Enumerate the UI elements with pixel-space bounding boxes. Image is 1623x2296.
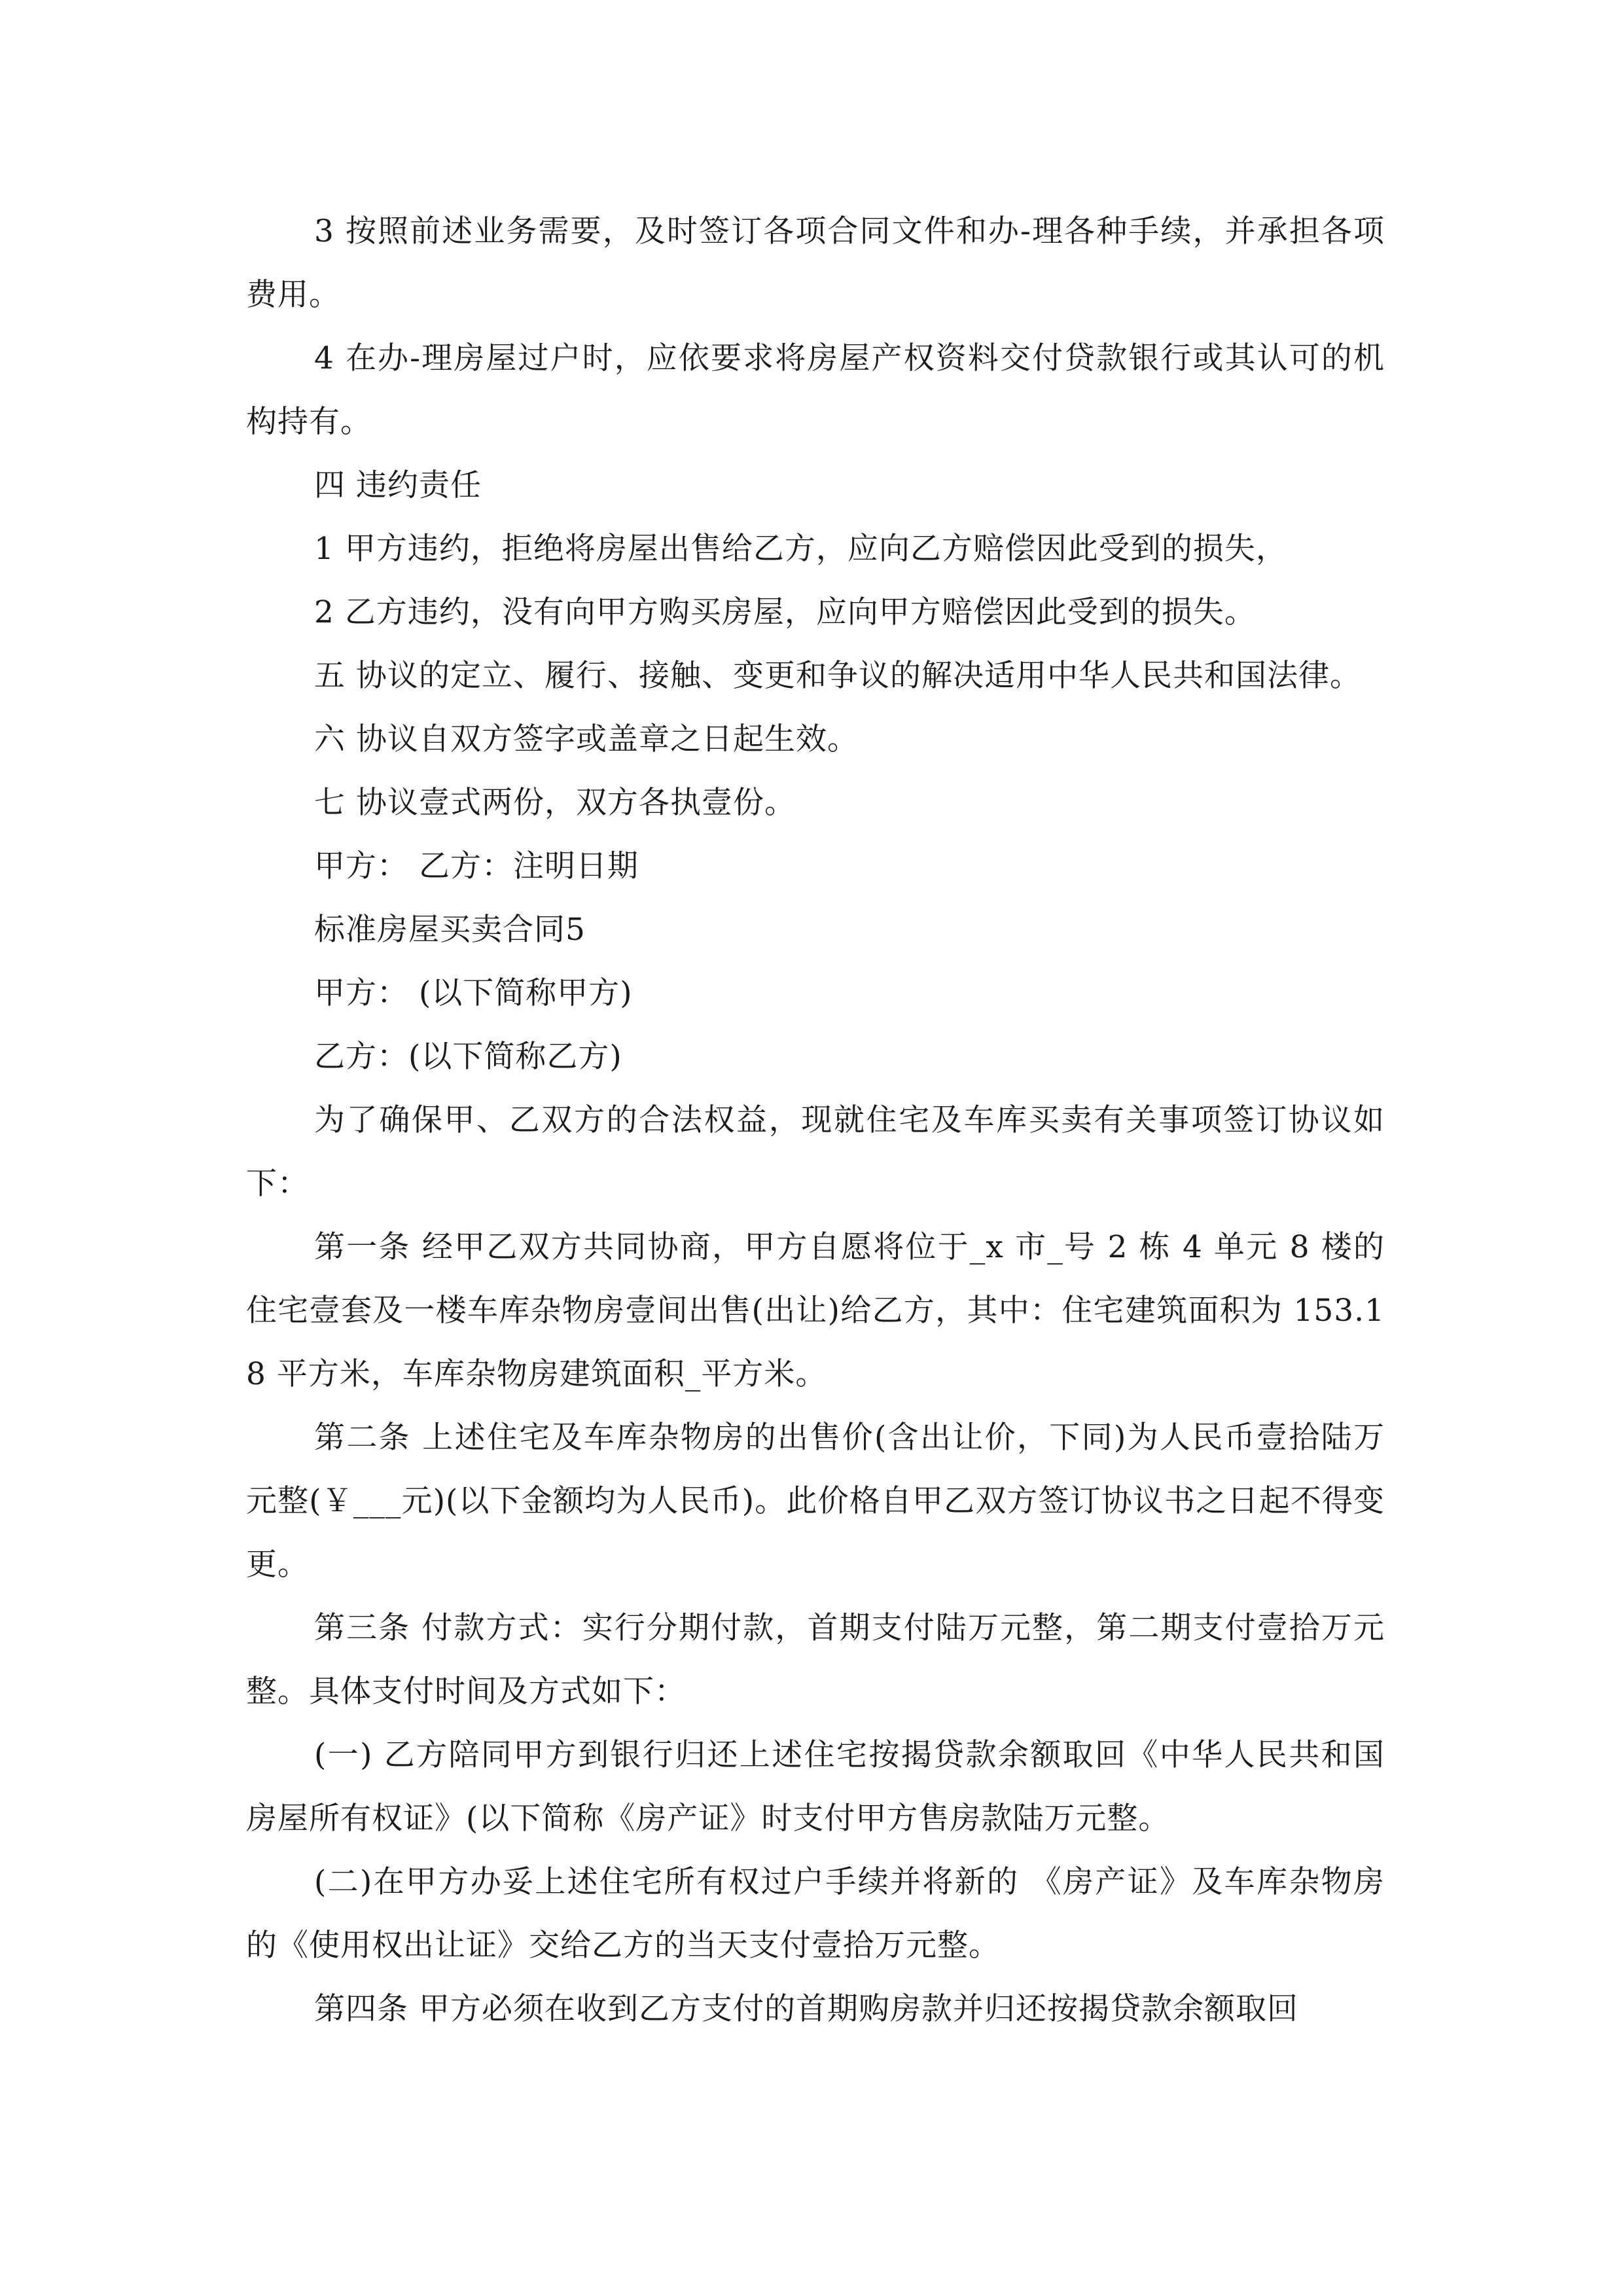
paragraph-obligation-4: 4 在办-理房屋过户时，应依要求将房屋产权资料交付贷款银行或其认可的机构持有。 (246, 340, 1385, 440)
party-a-line: 甲方： (以下简称甲方) (314, 975, 633, 1011)
paragraph-obligation-3: 3 按照前述业务需要，及时签订各项合同文件和办-理各种手续，并承担各项费用。 (246, 213, 1385, 313)
paragraph-breach-1: 1 甲方违约，拒绝将房屋出售给乙方，应向乙方赔偿因此受到的损失， (314, 531, 1287, 567)
article-3-item-1: (一) 乙方陪同甲方到银行归还上述住宅按揭贷款余额取回《中华人民共和国房屋所有权证》(以下简称《房产证》时支付甲方售房款陆万元整。 (246, 1737, 1385, 1837)
article-1: 第一条 经甲乙双方共同协商，甲方自愿将位于_x 市_号 2 栋 4 单元 8 楼的住宅壹套及一楼车库杂物房壹间出售(出让)给乙方，其中：住宅建筑面积为 153.18 平方米，车库杂物房建筑面积_平方米。 (246, 1229, 1385, 1392)
article-3: 第三条 付款方式：实行分期付款，首期支付陆万元整，第二期支付壹拾万元整。具体支付时间及方式如下： (246, 1610, 1385, 1710)
signature-line: 甲方： 乙方：注明日期 (314, 848, 639, 884)
article-3-item-2: (二)在甲方办妥上述住宅所有权过户手续并将新的 《房产证》及车库杂物房的《使用权出让证》交给乙方的当天支付壹拾万元整。 (246, 1864, 1385, 1964)
paragraph-preamble: 为了确保甲、乙双方的合法权益，现就住宅及车库买卖有关事项签订协议如下： (246, 1102, 1385, 1202)
paragraph-copies: 七 协议壹式两份，双方各执壹份。 (314, 785, 796, 821)
article-4: 第四条 甲方必须在收到乙方支付的首期购房款并归还按揭贷款余额取回 (314, 1991, 1298, 2027)
document-body (246, 200, 1385, 2041)
paragraph-effective: 六 协议自双方签字或盖章之日起生效。 (314, 721, 859, 757)
paragraph-governing-law: 五 协议的定立、履行、接触、变更和争议的解决适用中华人民共和国法律。 (314, 658, 1361, 694)
article-2: 第二条 上述住宅及车库杂物房的出售价(含出让价，下同)为人民币壹拾陆万元整(￥___元)(以下金额均为人民币)。此价格自甲乙双方签订协议书之日起不得变更。 (246, 1420, 1385, 1583)
contract-title: 标准房屋买卖合同5 (314, 912, 586, 948)
party-b-line: 乙方：(以下简称乙方) (314, 1039, 622, 1075)
paragraph-breach-2: 2 乙方违约，没有向甲方购买房屋，应向甲方赔偿因此受到的损失。 (314, 594, 1256, 630)
section-heading-breach: 四 违约责任 (314, 467, 482, 503)
